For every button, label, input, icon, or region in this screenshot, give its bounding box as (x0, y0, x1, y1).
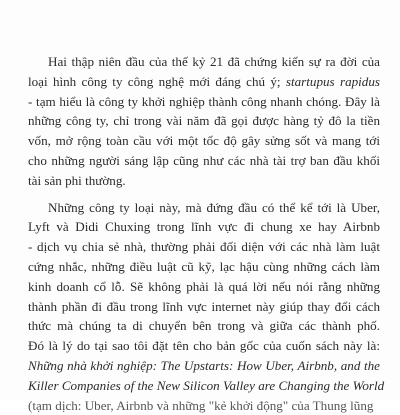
text-line: - tạm hiểu là công ty khởi nghiệp thành công nhanh chóng. Đây là (28, 93, 380, 109)
text-line: thức mà chúng ta di chuyển bên trong và giữa các thành phố. (28, 318, 380, 334)
text-line: cứng nhắc, những điều luật cũ kỹ, lạc hậu cùng những cách làm (28, 258, 380, 274)
text-line: kinh doanh cổ lỗ. Sẽ không phải là quá lời nếu nói rằng những (28, 278, 380, 294)
text-line (28, 356, 380, 376)
text-line: những công ty, chỉ trong vài năm đã gọi được hàng tỷ đô la tiền (28, 113, 380, 129)
text-line: thành phần đi đầu trong lĩnh vực internet này giúp thay đổi cách (28, 298, 380, 314)
text-line: Lyft và Didi Chuxing trong lĩnh vực đi chung xe hay Airbnb (28, 219, 380, 235)
text-line: Hai thập niên đầu của thế kỷ 21 đã chứng kiến sự ra đời của (48, 54, 380, 69)
body-text (28, 52, 385, 413)
italic-title: Những nhà khởi nghiệp: The Upstarts: How Uber, Airbnb, and the (28, 357, 380, 373)
paragraph-2 (28, 198, 385, 413)
text-line: vốn, mở rộng toàn cầu với một tốc độ gây sửng sốt và mang tới (28, 133, 380, 149)
text-line: Những công ty loại này, mà đứng đầu có thể kể tới là Uber, (48, 199, 380, 215)
text-line: cho những người sáng lập cũng như các nhà tài trợ ban đầu khối (28, 152, 380, 168)
paragraph-1 (28, 52, 380, 191)
italic-term: startupus rapidus (285, 73, 380, 89)
text-line-cut-off: (tạm dịch: Uber, Airbnb và những "kẻ khởi động" của Thung lũng (28, 397, 374, 413)
text-line: - dịch vụ chia sẻ nhà, thường phải đối diện với các nhà làm luật (28, 239, 380, 255)
italic-title: Killer Companies of the New Silicon Valley are Changing the World (28, 377, 385, 393)
text-line: tài sản phi thường. (28, 172, 126, 188)
text-segment: loại hình công ty công nghệ mới đáng chú ý; (28, 73, 281, 89)
text-line: Đó là lý do tại sao tôi đặt tên cho bản gốc của cuốn sách này là: (28, 338, 380, 354)
text-line (28, 376, 385, 396)
text-line (28, 72, 380, 92)
